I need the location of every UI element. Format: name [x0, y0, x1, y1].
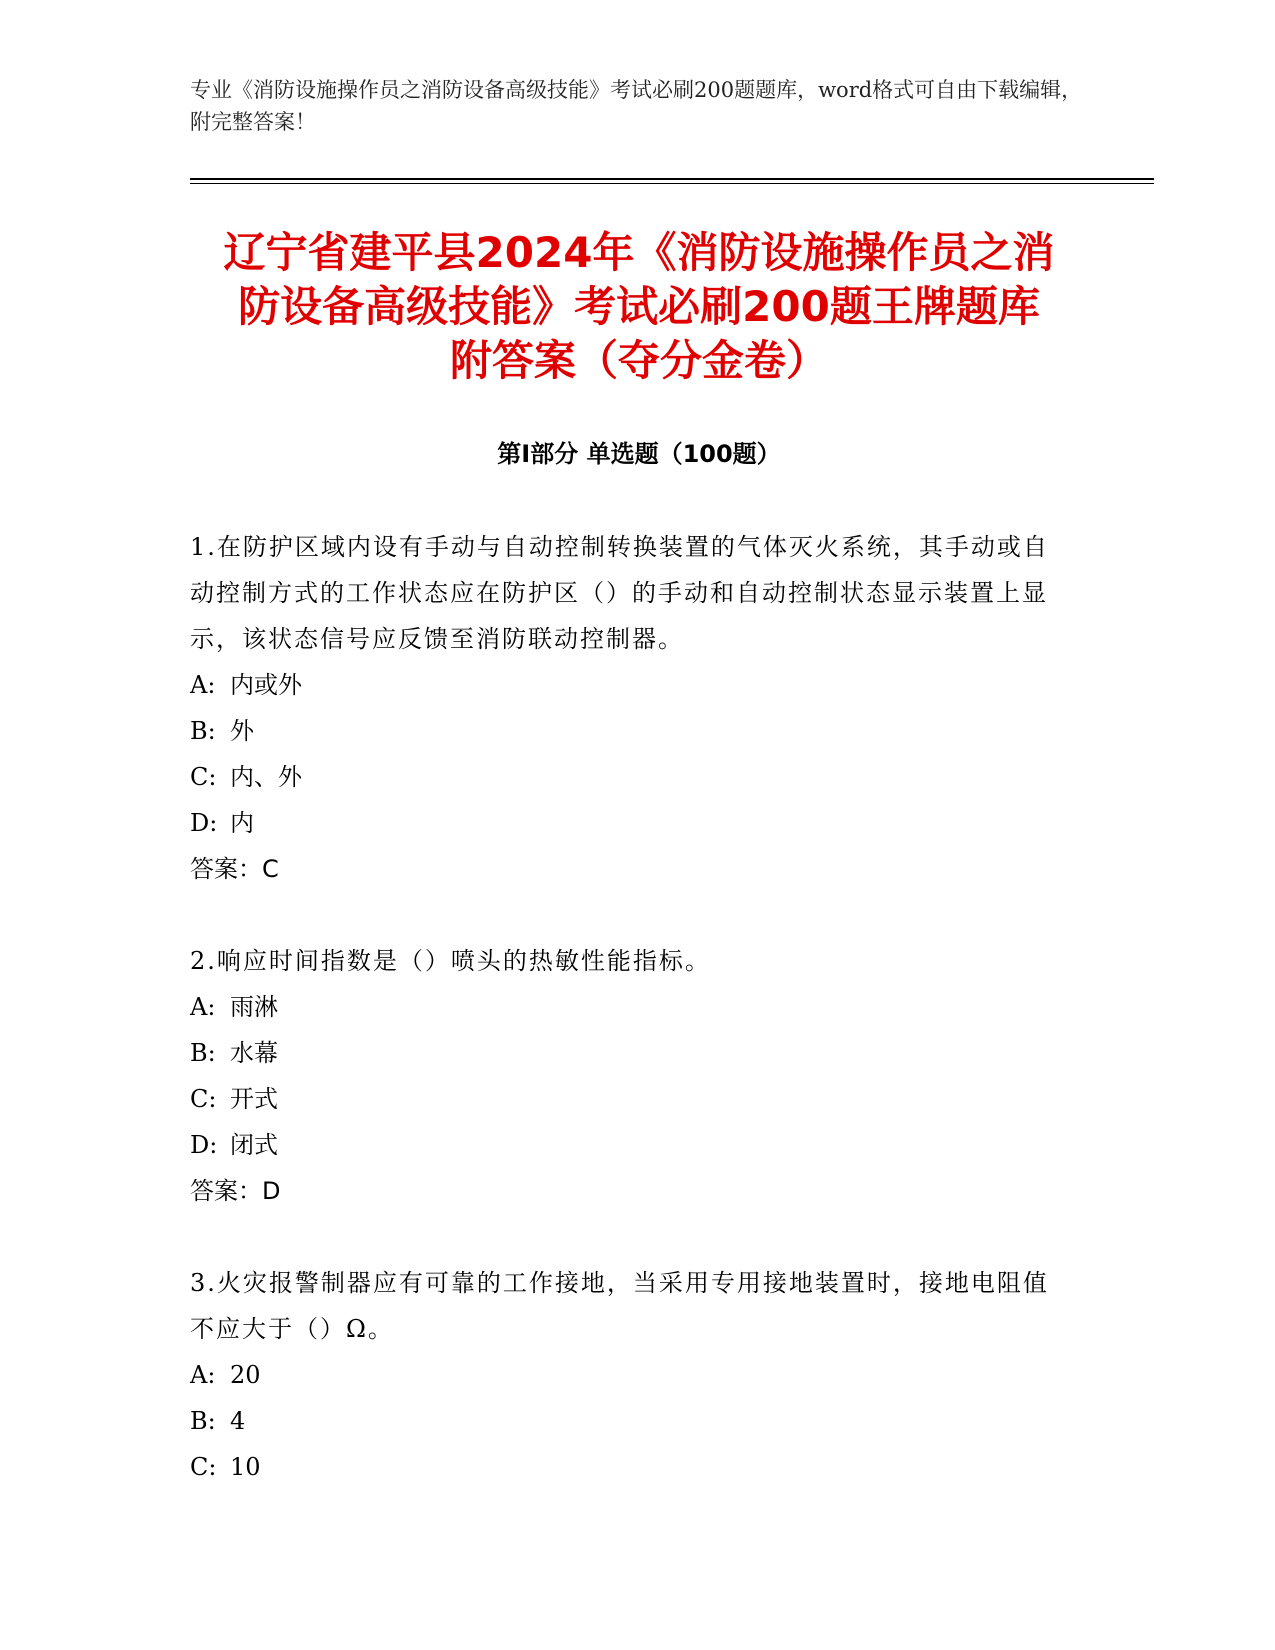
- question-stem: 2.响应时间指数是（）喷头的热敏性能指标。: [190, 947, 711, 975]
- option-a: [190, 1352, 1070, 1398]
- option-letter: C:: [190, 1085, 217, 1113]
- option-letter: C:: [190, 763, 217, 791]
- title-line: 附答案（夺分金卷）: [449, 336, 828, 385]
- question-stem: 3.火灾报警制器应有可靠的工作接地，当采用专用接地装置时，接地电阻值不应大于（）Ω。: [190, 1269, 1049, 1343]
- question-3: [190, 1260, 1070, 1490]
- question-1: [190, 524, 1070, 892]
- option-c: [190, 1444, 1070, 1490]
- option-text: 内或外: [230, 671, 302, 699]
- title-line: 防设备高级技能》考试必刷200题王牌题库: [238, 282, 1040, 331]
- option-letter: A:: [190, 1361, 216, 1389]
- header-divider: [190, 178, 1154, 180]
- option-letter: B:: [190, 1407, 216, 1435]
- option-text: 内: [230, 809, 254, 837]
- section-title: 第Ⅰ部分 单选题（100题）: [497, 440, 781, 468]
- option-letter: A:: [190, 671, 216, 699]
- option-a: [190, 984, 1070, 1030]
- option-b: [190, 708, 1070, 754]
- option-text: 水幕: [230, 1039, 278, 1067]
- option-letter: B:: [190, 717, 216, 745]
- option-text: 外: [230, 717, 254, 745]
- option-text: 20: [230, 1361, 261, 1389]
- question-2: [190, 938, 1070, 1214]
- option-b: [190, 1398, 1070, 1444]
- option-text: 4: [230, 1407, 246, 1435]
- answer-line: 答案：C: [190, 855, 279, 883]
- option-text: 雨淋: [230, 993, 278, 1021]
- option-letter: B:: [190, 1039, 216, 1067]
- answer-line: 答案：D: [190, 1177, 281, 1205]
- option-text: 闭式: [230, 1131, 278, 1159]
- option-letter: D:: [190, 809, 218, 837]
- option-b: [190, 1030, 1070, 1076]
- option-d: [190, 800, 1070, 846]
- option-c: [190, 1076, 1070, 1122]
- option-letter: C:: [190, 1453, 217, 1481]
- option-a: [190, 662, 1070, 708]
- title-line: 辽宁省建平县2024年《消防设施操作员之消: [223, 228, 1055, 277]
- option-letter: A:: [190, 993, 216, 1021]
- header-note: 专业《消防设施操作员之消防设备高级技能》考试必刷200题题库，word格式可自由下载编辑，附完整答案！: [190, 78, 1083, 134]
- option-text: 10: [230, 1453, 261, 1481]
- option-c: [190, 754, 1070, 800]
- option-text: 开式: [230, 1085, 278, 1113]
- question-stem: 1.在防护区域内设有手动与自动控制转换装置的气体灭火系统，其手动或自动控制方式的工作状态应在防护区（）的手动和自动控制状态显示装置上显示，该状态信号应反馈至消防联动控制器。: [190, 533, 1049, 653]
- option-text: 内、外: [230, 763, 302, 791]
- option-letter: D:: [190, 1131, 218, 1159]
- document-title: [190, 226, 1088, 388]
- question-list: [190, 524, 1070, 1536]
- option-d: [190, 1122, 1070, 1168]
- header-divider-thin: [190, 183, 1154, 184]
